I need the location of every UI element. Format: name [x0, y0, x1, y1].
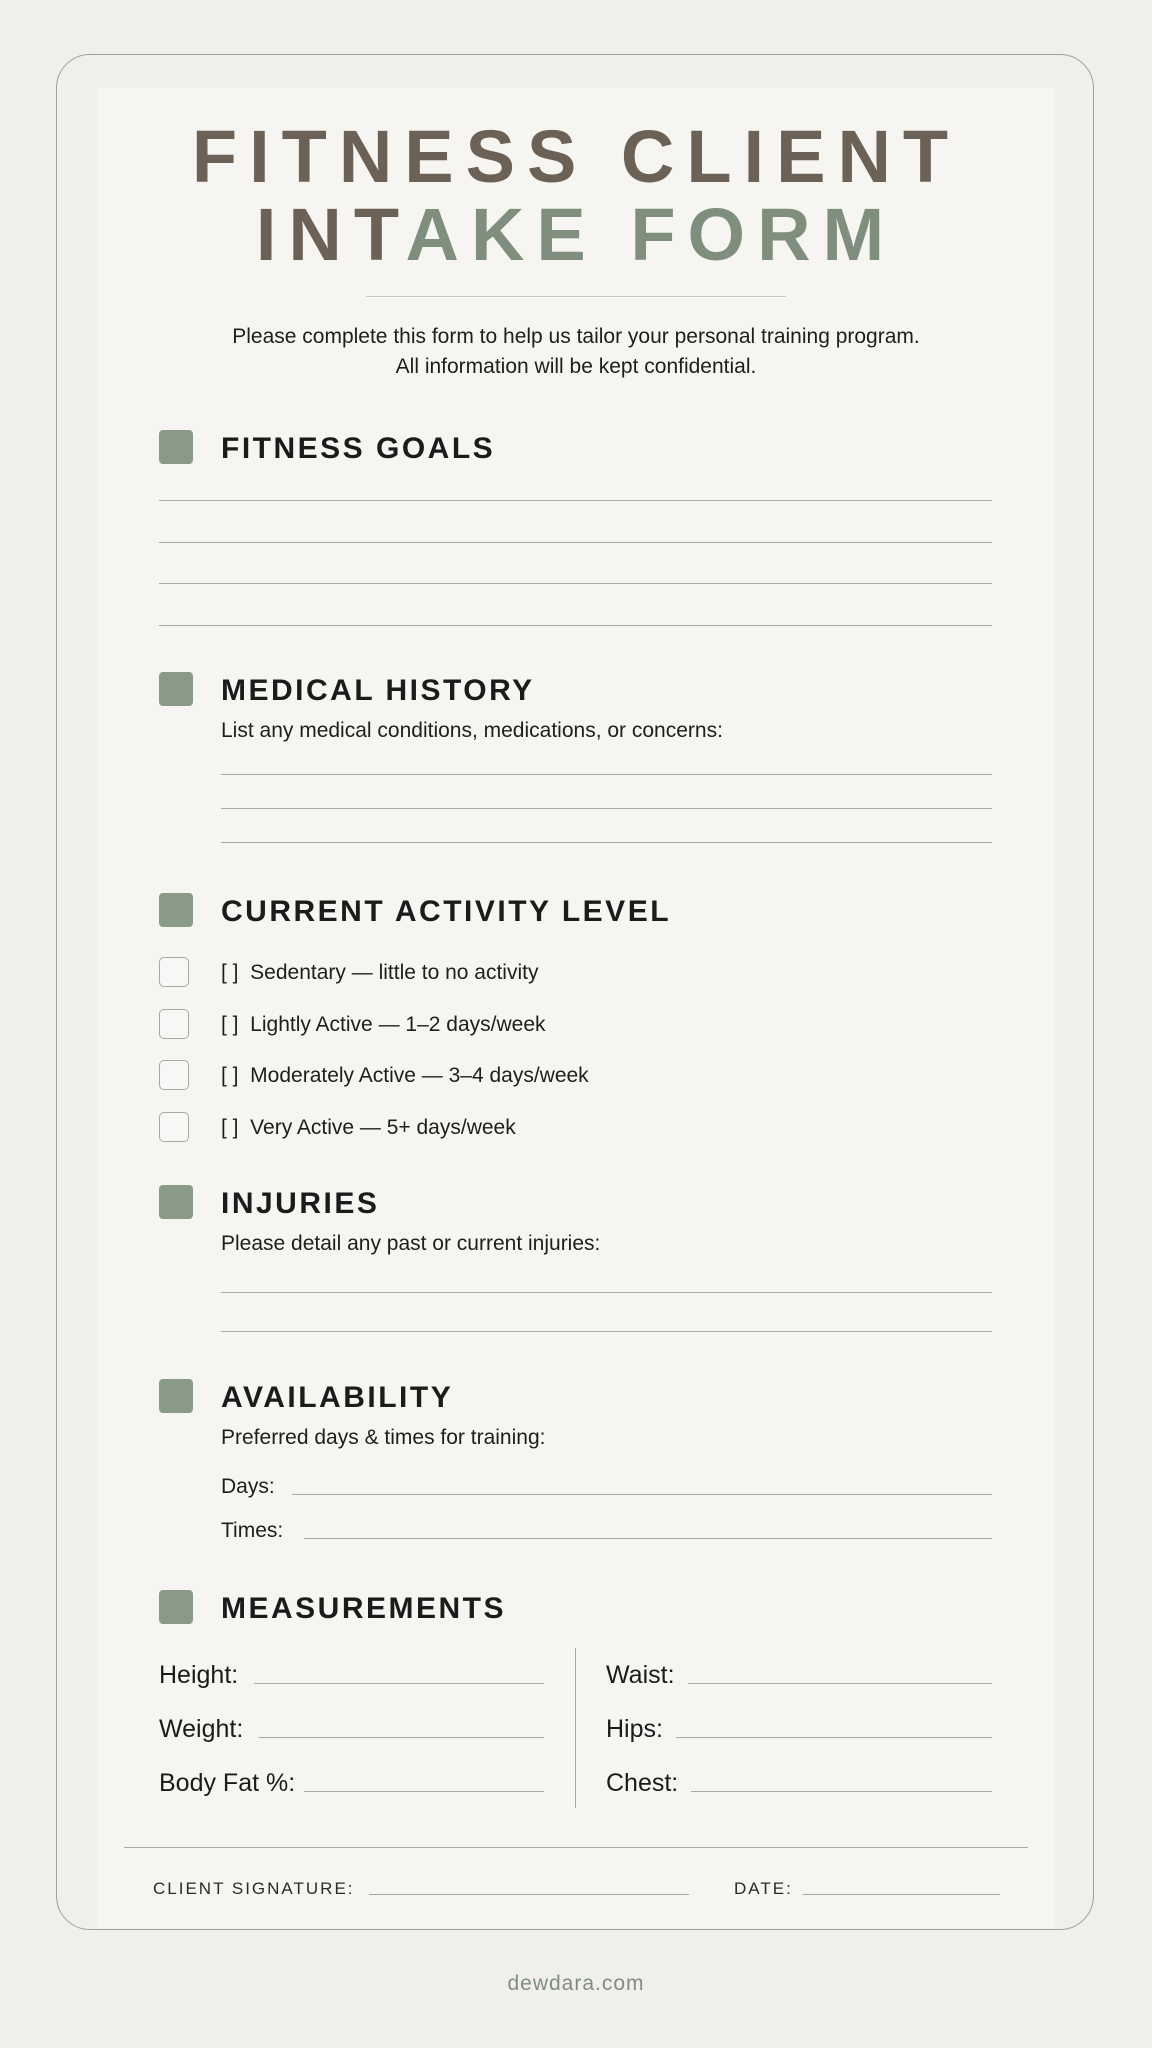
injuries-write-line-2[interactable]: [221, 1331, 992, 1332]
client-signature-field[interactable]: [369, 1894, 689, 1895]
section-marker-icon: [159, 1379, 193, 1413]
measurements-column-divider: [575, 1648, 576, 1808]
checkbox-lightly-active[interactable]: [159, 1009, 189, 1039]
section-title-availability: AVAILABILITY: [221, 1381, 454, 1414]
option-lightly-active-label: [ ] Lightly Active — 1–2 days/week: [221, 1013, 546, 1036]
weight-label: Weight:: [159, 1715, 244, 1743]
form-title-line2: [0, 193, 1152, 276]
section-marker-icon: [159, 893, 193, 927]
footer-divider: [124, 1847, 1028, 1848]
hips-label: Hips:: [606, 1715, 663, 1743]
section-marker-icon: [159, 430, 193, 464]
weight-field[interactable]: [259, 1737, 544, 1738]
date-label: DATE:: [734, 1879, 793, 1898]
height-label: Height:: [159, 1661, 239, 1689]
days-label: Days:: [221, 1475, 275, 1498]
form-title-line1: FITNESS CLIENT: [191, 115, 961, 198]
body-fat-field[interactable]: [304, 1791, 544, 1792]
section-title-injuries: INJURIES: [221, 1187, 380, 1220]
date-field[interactable]: [803, 1894, 1000, 1895]
goals-write-line-4[interactable]: [159, 625, 992, 626]
form-title-line2-part2: AKE FORM: [405, 193, 897, 276]
section-marker-icon: [159, 672, 193, 706]
section-marker-icon: [159, 1590, 193, 1624]
height-field[interactable]: [254, 1683, 544, 1684]
section-title-fitness-goals: FITNESS GOALS: [221, 432, 496, 465]
option-sedentary-label: [ ] Sedentary — little to no activity: [221, 961, 539, 984]
option-moderately-active-label: [ ] Moderately Active — 3–4 days/week: [221, 1064, 589, 1087]
times-field[interactable]: [304, 1538, 992, 1539]
medical-write-line-3[interactable]: [221, 842, 992, 843]
checkbox-very-active[interactable]: [159, 1112, 189, 1142]
goals-write-line-1[interactable]: [159, 500, 992, 501]
times-label: Times:: [221, 1519, 284, 1542]
hips-field[interactable]: [676, 1737, 992, 1738]
intro-line1: Please complete this form to help us tailor your personal training program.: [232, 325, 920, 348]
intro-line2: All information will be kept confidential.: [395, 355, 757, 378]
medical-write-line-1[interactable]: [221, 774, 992, 775]
option-very-active-label: [ ] Very Active — 5+ days/week: [221, 1116, 516, 1139]
medical-write-line-2[interactable]: [221, 808, 992, 809]
checkbox-sedentary[interactable]: [159, 957, 189, 987]
website-footer: dewdara.com: [507, 1972, 645, 1995]
client-signature-label: CLIENT SIGNATURE:: [153, 1879, 355, 1898]
injuries-write-line-1[interactable]: [221, 1292, 992, 1293]
medical-prompt: List any medical conditions, medications, or concerns:: [221, 719, 723, 742]
injuries-prompt: Please detail any past or current injuries:: [221, 1232, 601, 1255]
goals-write-line-3[interactable]: [159, 583, 992, 584]
section-marker-icon: [159, 1185, 193, 1219]
body-fat-label: Body Fat %:: [159, 1769, 296, 1797]
checkbox-moderately-active[interactable]: [159, 1060, 189, 1090]
section-title-measurements: MEASUREMENTS: [221, 1592, 507, 1625]
title-divider: [366, 296, 786, 297]
section-title-medical-history: MEDICAL HISTORY: [221, 674, 535, 707]
form-title-line2-part1: INT: [255, 193, 406, 276]
availability-prompt: Preferred days & times for training:: [221, 1426, 546, 1449]
section-title-activity-level: CURRENT ACTIVITY LEVEL: [221, 895, 672, 928]
chest-field[interactable]: [691, 1791, 992, 1792]
goals-write-line-2[interactable]: [159, 542, 992, 543]
waist-field[interactable]: [688, 1683, 992, 1684]
chest-label: Chest:: [606, 1769, 679, 1797]
waist-label: Waist:: [606, 1661, 675, 1689]
days-field[interactable]: [292, 1494, 992, 1495]
